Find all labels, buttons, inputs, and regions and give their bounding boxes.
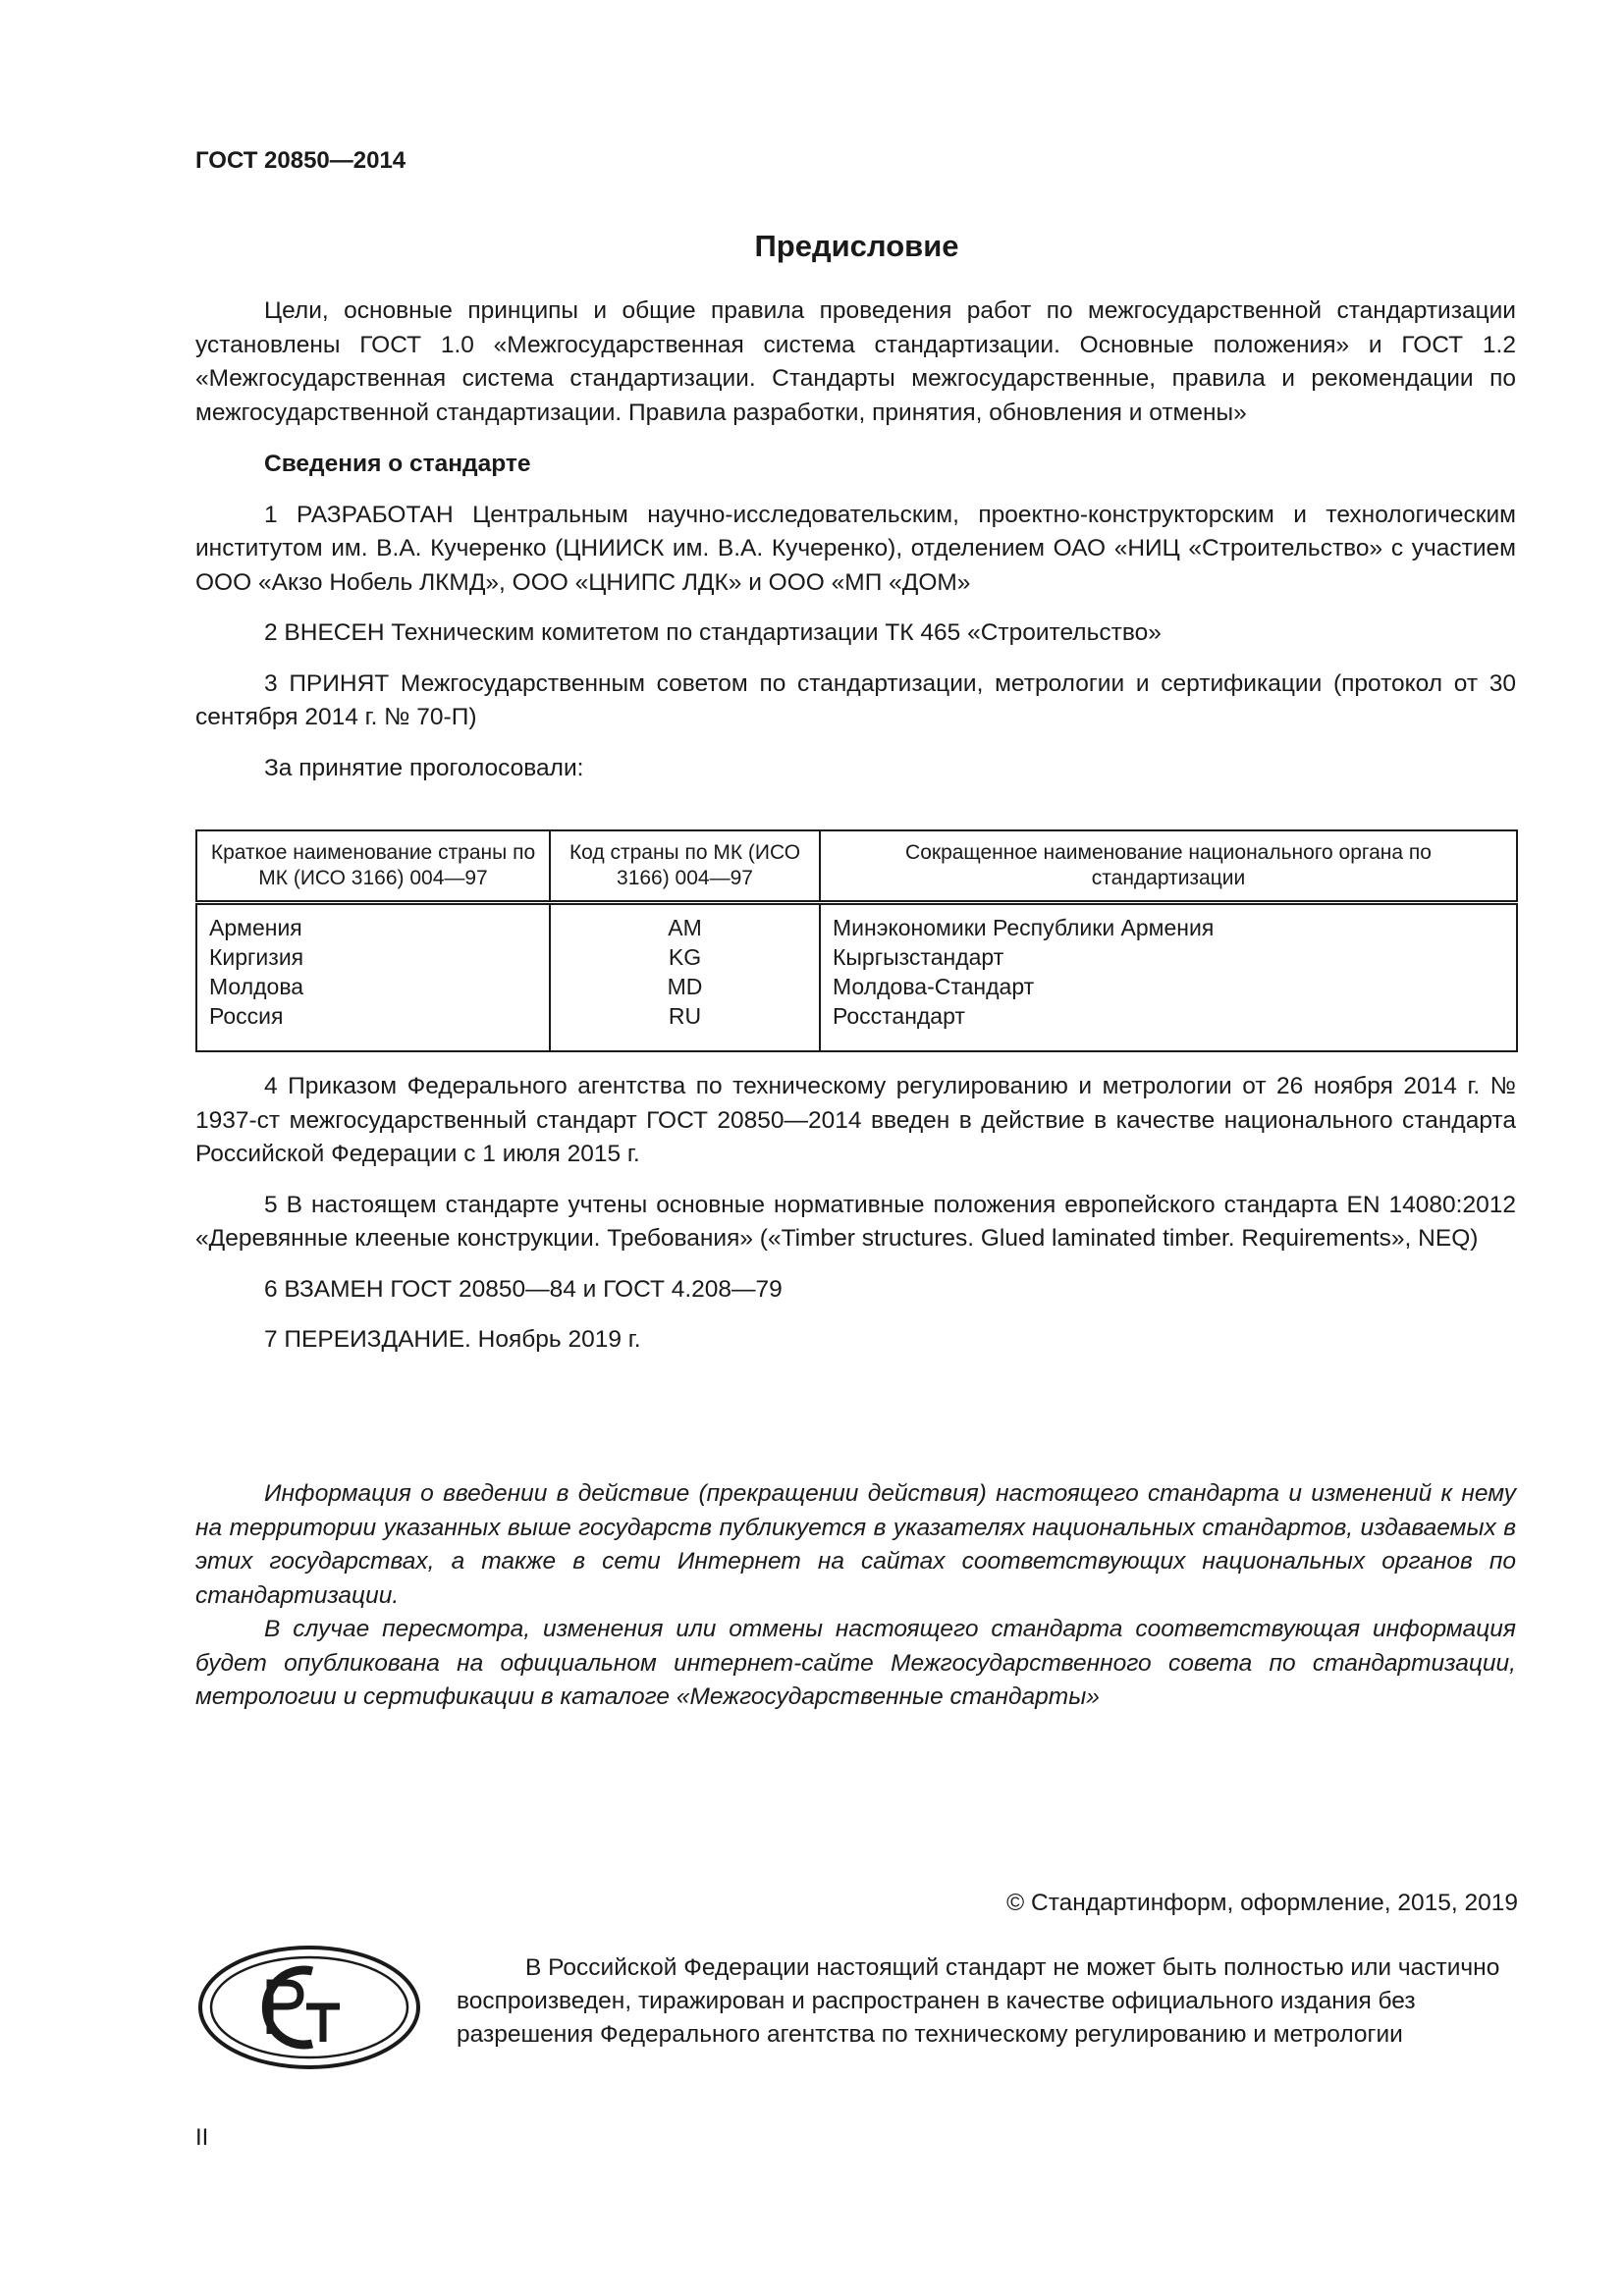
item-4-order: 4 Приказом Федерального агентства по техническому регулированию и метрологии от 26 ноября 2014 г. № 1937-ст межгосударственный стандарт ГОСТ 20850—2014 введен в действие в качестве национального стандарта Российской Федерации с 1 июля 2015 г. bbox=[195, 1073, 1516, 1167]
voting-states-table bbox=[195, 829, 1518, 1052]
publication-notice bbox=[195, 1477, 1516, 1715]
item-2-introduced: 2 ВНЕСЕН Техническим комитетом по стандартизации ТК 465 «Строительство» bbox=[264, 619, 1162, 646]
notice-paragraph-2: В случае пересмотра, изменения или отмены настоящего стандарта соответствующая информация будет опубликована на официальном интернет-сайте Межгосударственного совета по стандартизации, метрологии и сертификации в каталоге «Межгосударственные стандарты» bbox=[195, 1616, 1516, 1710]
cell-body: Росстандарт bbox=[820, 1001, 1517, 1051]
item-1-developed: 1 РАЗРАБОТАН Центральным научно-исследовательским, проектно-конструкторским и технологическим институтом им. В.А. Кучеренко (ЦНИИСК им. В.А. Кучеренко), отделением ОАО «НИЦ «Строительство» с участием ООО «Акзо Нобель ЛКМД», ООО «ЦНИПС ЛДК» и ООО «МП «ДОМ» bbox=[195, 501, 1516, 596]
header-national-body: Сокращенное наименование национального органа по стандартизации bbox=[820, 830, 1517, 903]
preface-body-top bbox=[195, 294, 1516, 785]
item-3-adopted: 3 ПРИНЯТ Межгосударственным советом по стандартизации, метрологии и сертификации (протокол от 30 сентября 2014 г. № 70-П) bbox=[195, 669, 1516, 730]
cell-country: Армения bbox=[196, 903, 550, 943]
cell-body: Кыргызстандарт bbox=[820, 942, 1517, 972]
page-title: Предисловие bbox=[754, 229, 959, 263]
cell-code: AM bbox=[550, 903, 820, 943]
cell-code: RU bbox=[550, 1001, 820, 1051]
cell-code: MD bbox=[550, 972, 820, 1001]
item-7-reissue: 7 ПЕРЕИЗДАНИЕ. Ноябрь 2019 г. bbox=[264, 1326, 641, 1353]
header-country-name: Краткое наименование страны по МК (ИСО 3166) 004—97 bbox=[196, 830, 550, 903]
cell-code: KG bbox=[550, 942, 820, 972]
rights-paragraph: В Российской Федерации настоящий стандарт не может быть полностью или частично воспроизведен, тиражирован и распространен в качестве официального издания без разрешения Федерального агентства по техническому регулированию и метрологии bbox=[457, 1954, 1500, 2048]
table-row bbox=[196, 972, 1517, 1001]
cell-body: Молдова-Стандарт bbox=[820, 972, 1517, 1001]
header-country-code: Код страны по МК (ИСО 3166) 004—97 bbox=[550, 830, 820, 903]
table-row bbox=[196, 942, 1517, 972]
table-row bbox=[196, 1001, 1517, 1051]
cell-country: Киргизия bbox=[196, 942, 550, 972]
item-6-replaces: 6 ВЗАМЕН ГОСТ 20850—84 и ГОСТ 4.208—79 bbox=[264, 1275, 783, 1303]
copyright-line: © Стандартинформ, оформление, 2015, 2019 bbox=[1006, 1890, 1518, 1916]
section-heading: Сведения о стандарте bbox=[264, 451, 531, 477]
notice-paragraph-1: Информация о введении в действие (прекращении действия) настоящего стандарта и изменений к нему на территории указанных выше государств публикуется в указателях национальных стандартов, издаваемых в этих государствах, а также в сети Интернет на сайтах соответствующих национальных органов по стандартизации. bbox=[195, 1480, 1516, 1609]
gost-r-certification-mark-icon bbox=[196, 1944, 422, 2071]
intro-paragraph: Цели, основные принципы и общие правила проведения работ по межгосударственной стандартизации установлены ГОСТ 1.0 «Межгосударственная система стандартизации. Основные положения» и ГОСТ 1.2 «Межгосударственная система стандартизации. Стандарты межгосударственные, правила и рекомендации по межгосударственной стандартизации. Правила разработки, принятия, обновления и отмены» bbox=[195, 297, 1516, 426]
vote-intro: За принятие проголосовали: bbox=[264, 754, 584, 781]
cell-body: Минэкономики Республики Армения bbox=[820, 903, 1517, 943]
page-number: II bbox=[195, 2124, 209, 2151]
cell-country: Молдова bbox=[196, 972, 550, 1001]
table-row bbox=[196, 903, 1517, 943]
copyright-notice bbox=[457, 1951, 1517, 2052]
document-code-header: ГОСТ 20850—2014 bbox=[195, 147, 406, 174]
item-5-european-standard: 5 В настоящем стандарте учтены основные нормативные положения европейского стандарта EN 14080:2012 «Деревянные клееные конструкции. Требования» («Timber structures. Glued laminated timber. Requirements», NEQ) bbox=[195, 1191, 1516, 1252]
preface-body-bottom bbox=[195, 1070, 1516, 1358]
table-header-row bbox=[196, 830, 1517, 903]
cell-country: Россия bbox=[196, 1001, 550, 1051]
